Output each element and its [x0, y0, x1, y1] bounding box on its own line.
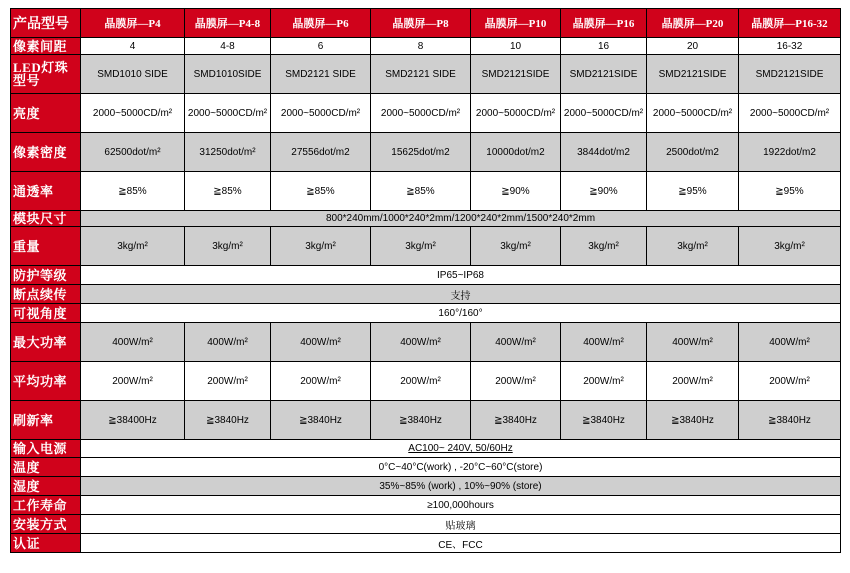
- spec-value: 200W/m²: [561, 362, 647, 401]
- spec-value: ≧85%: [371, 172, 471, 211]
- spec-value: SMD2121SIDE: [561, 55, 647, 94]
- spec-row-install: [11, 515, 841, 534]
- spec-value: 3kg/m²: [561, 227, 647, 266]
- spec-value: ≧85%: [185, 172, 271, 211]
- spec-value: 1922dot/m2: [739, 133, 841, 172]
- spec-value: ≧3840Hz: [647, 401, 739, 440]
- spec-value: 400W/m²: [739, 323, 841, 362]
- spec-value: 20: [647, 38, 739, 55]
- spec-row-pitch: [11, 38, 841, 55]
- spec-value: 3kg/m²: [471, 227, 561, 266]
- spec-value: 15625dot/m2: [371, 133, 471, 172]
- header-model: 晶膜屏—P4-8: [185, 9, 271, 38]
- spec-value: 6: [271, 38, 371, 55]
- spanned-value: ≥100,000hours: [81, 496, 841, 515]
- row-label: 安装方式: [11, 515, 81, 534]
- spec-value: ≧85%: [271, 172, 371, 211]
- spec-row-weight: [11, 227, 841, 266]
- spec-value: SMD2121SIDE: [739, 55, 841, 94]
- spec-value: 3kg/m²: [81, 227, 185, 266]
- header-model: 晶膜屏—P20: [647, 9, 739, 38]
- spec-value: 400W/m²: [471, 323, 561, 362]
- spec-value: 16-32: [739, 38, 841, 55]
- spec-row-cert: [11, 534, 841, 553]
- spec-row-protection: [11, 266, 841, 285]
- spanned-value: AC100~ 240V, 50/60Hz: [81, 440, 841, 458]
- spanned-value: IP65~IP68: [81, 266, 841, 285]
- spec-value: 3kg/m²: [271, 227, 371, 266]
- spec-row-refresh: [11, 401, 841, 440]
- spec-value: 400W/m²: [647, 323, 739, 362]
- row-label: 可视角度: [11, 304, 81, 323]
- spec-value: 400W/m²: [561, 323, 647, 362]
- spanned-value: 800*240mm/1000*240*2mm/1200*240*2mm/1500*240*2mm: [81, 211, 841, 227]
- spec-value: ≧90%: [471, 172, 561, 211]
- spec-row-input: [11, 440, 841, 458]
- spec-value: ≧85%: [81, 172, 185, 211]
- row-label: 断点续传: [11, 285, 81, 304]
- spec-value: 62500dot/m²: [81, 133, 185, 172]
- spec-row-avgpower: [11, 362, 841, 401]
- spec-value: 200W/m²: [185, 362, 271, 401]
- spec-value: 4: [81, 38, 185, 55]
- spec-value: ≧90%: [561, 172, 647, 211]
- header-model: 晶膜屏—P6: [271, 9, 371, 38]
- spec-value: 16: [561, 38, 647, 55]
- row-label: 认证: [11, 534, 81, 553]
- spec-body: [11, 38, 841, 553]
- spec-value: 31250dot/m²: [185, 133, 271, 172]
- spec-value: 200W/m²: [271, 362, 371, 401]
- spec-value: SMD1010 SIDE: [81, 55, 185, 94]
- header-model: 晶膜屏—P8: [371, 9, 471, 38]
- row-label: 湿度: [11, 477, 81, 496]
- spec-value: 200W/m²: [81, 362, 185, 401]
- spec-value: 3844dot/m2: [561, 133, 647, 172]
- spec-value: 2000~5000CD/m²: [185, 94, 271, 133]
- spec-row-maxpower: [11, 323, 841, 362]
- spec-row-lifespan: [11, 496, 841, 515]
- row-label: 温度: [11, 458, 81, 477]
- row-label: 模块尺寸: [11, 211, 81, 227]
- row-label: 工作寿命: [11, 496, 81, 515]
- header-model: 晶膜屏—P16: [561, 9, 647, 38]
- spec-row-angle: [11, 304, 841, 323]
- spec-value: ≧3840Hz: [471, 401, 561, 440]
- spec-table: [10, 8, 841, 553]
- spec-value: 3kg/m²: [739, 227, 841, 266]
- spec-value: SMD2121SIDE: [647, 55, 739, 94]
- row-label: 防护等级: [11, 266, 81, 285]
- spec-value: SMD2121 SIDE: [271, 55, 371, 94]
- spec-value: ≧95%: [739, 172, 841, 211]
- spec-value: 400W/m²: [271, 323, 371, 362]
- spec-row-module: [11, 211, 841, 227]
- spanned-value: 35%~85% (work) , 10%~90% (store): [81, 477, 841, 496]
- header-model: 晶膜屏—P4: [81, 9, 185, 38]
- spanned-value: 160°/160°: [81, 304, 841, 323]
- spec-value: ≧3840Hz: [561, 401, 647, 440]
- header-row: [11, 9, 841, 38]
- spec-value: 2000~5000CD/m²: [81, 94, 185, 133]
- spec-value: 4-8: [185, 38, 271, 55]
- row-label: 通透率: [11, 172, 81, 211]
- spec-row-temperature: [11, 458, 841, 477]
- spec-value: ≧3840Hz: [185, 401, 271, 440]
- spec-value: 200W/m²: [647, 362, 739, 401]
- spanned-value: 支持: [81, 285, 841, 304]
- spec-row-brightness: [11, 94, 841, 133]
- spec-value: 3kg/m²: [647, 227, 739, 266]
- spec-value: SMD2121 SIDE: [371, 55, 471, 94]
- spec-value: 200W/m²: [471, 362, 561, 401]
- spec-row-resume: [11, 285, 841, 304]
- row-label: 像素密度: [11, 133, 81, 172]
- row-label: LED灯珠型号: [11, 55, 81, 94]
- header-model: 晶膜屏—P10: [471, 9, 561, 38]
- spec-value: ≧3840Hz: [739, 401, 841, 440]
- spec-value: 2000~5000CD/m²: [739, 94, 841, 133]
- spec-value: ≧3840Hz: [271, 401, 371, 440]
- header-corner: 产品型号: [11, 9, 81, 38]
- row-label: 输入电源: [11, 440, 81, 458]
- spec-value: 2500dot/m2: [647, 133, 739, 172]
- spec-value: 200W/m²: [739, 362, 841, 401]
- spec-value: 27556dot/m2: [271, 133, 371, 172]
- spec-row-transparency: [11, 172, 841, 211]
- spec-value: 400W/m²: [371, 323, 471, 362]
- spec-value: 2000~5000CD/m²: [271, 94, 371, 133]
- row-label: 平均功率: [11, 362, 81, 401]
- spanned-value: CE、FCC: [81, 534, 841, 553]
- spec-row-density: [11, 133, 841, 172]
- spanned-value: 0°C~40°C(work) , -20°C~60°C(store): [81, 458, 841, 477]
- spec-value: 10: [471, 38, 561, 55]
- spec-value: 10000dot/m2: [471, 133, 561, 172]
- spec-value: 400W/m²: [185, 323, 271, 362]
- spec-value: 2000~5000CD/m²: [471, 94, 561, 133]
- spec-value: 200W/m²: [371, 362, 471, 401]
- spec-value: 2000~5000CD/m²: [371, 94, 471, 133]
- row-label: 重量: [11, 227, 81, 266]
- spec-row-humidity: [11, 477, 841, 496]
- row-label: 最大功率: [11, 323, 81, 362]
- spec-value: 400W/m²: [81, 323, 185, 362]
- spec-value: 3kg/m²: [185, 227, 271, 266]
- spec-value: ≧3840Hz: [371, 401, 471, 440]
- row-label: 亮度: [11, 94, 81, 133]
- spec-value: 2000~5000CD/m²: [647, 94, 739, 133]
- spec-value: ≧95%: [647, 172, 739, 211]
- spec-value: SMD1010SIDE: [185, 55, 271, 94]
- row-label: 像素间距: [11, 38, 81, 55]
- spec-row-led: [11, 55, 841, 94]
- header-model: 晶膜屏—P16-32: [739, 9, 841, 38]
- spec-value: 2000~5000CD/m²: [561, 94, 647, 133]
- spec-value: 3kg/m²: [371, 227, 471, 266]
- row-label: 刷新率: [11, 401, 81, 440]
- spanned-value: 贴玻璃: [81, 515, 841, 534]
- spec-value: 8: [371, 38, 471, 55]
- spec-value: ≧38400Hz: [81, 401, 185, 440]
- spec-value: SMD2121SIDE: [471, 55, 561, 94]
